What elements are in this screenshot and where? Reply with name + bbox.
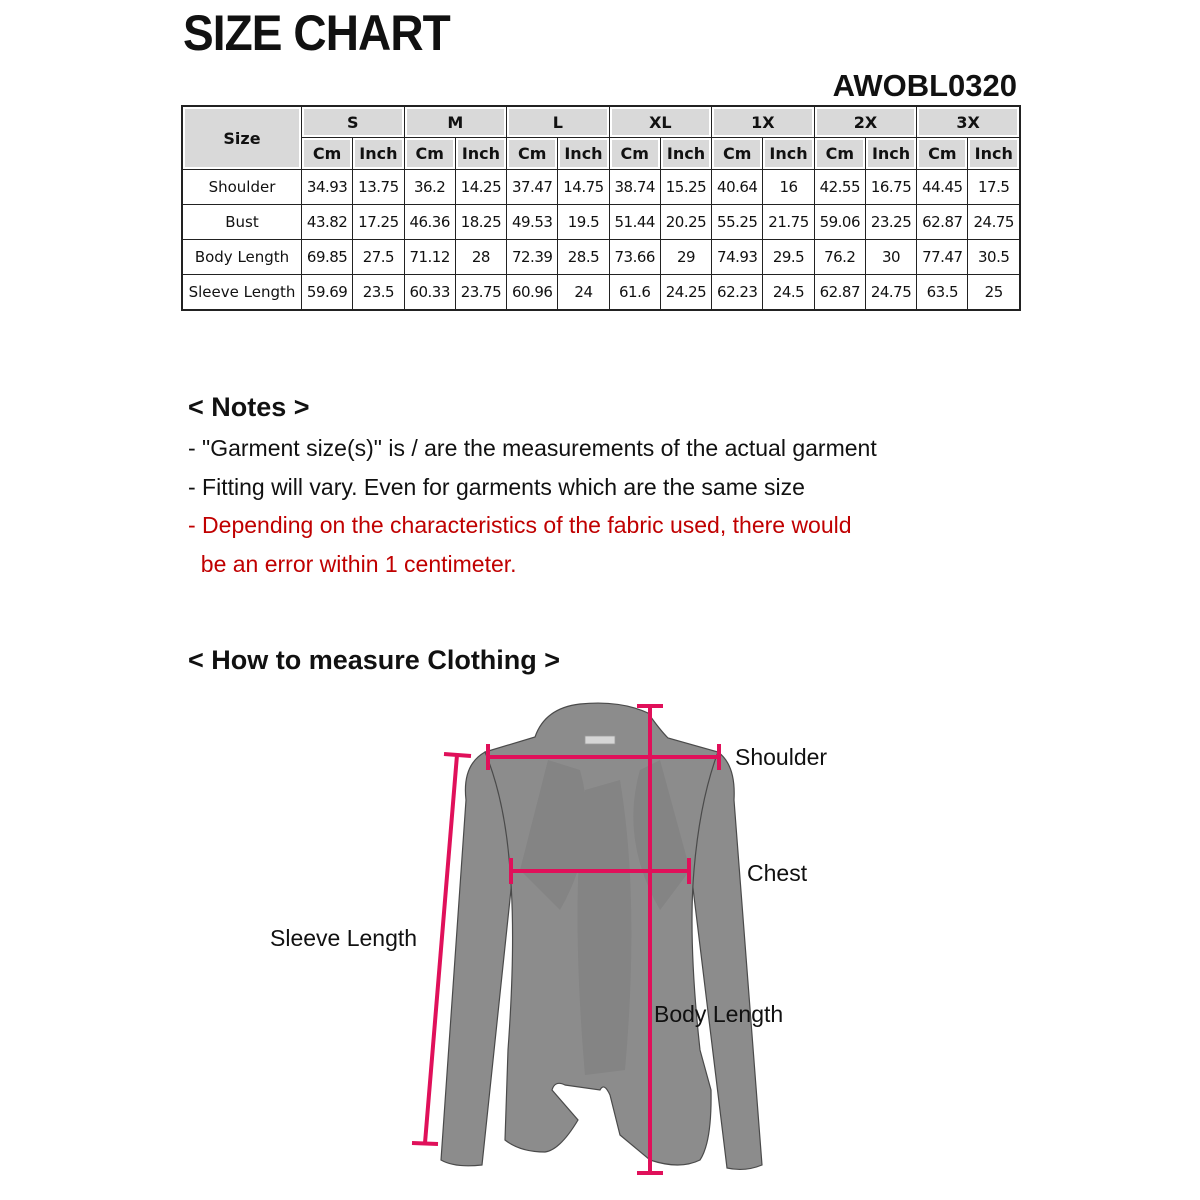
measurement-value: 28 xyxy=(455,240,506,275)
measurement-value: 63.5 xyxy=(917,275,968,311)
measurement-label: Sleeve Length xyxy=(182,275,302,311)
product-code: AWOBL0320 xyxy=(832,68,1017,103)
measurement-value: 18.25 xyxy=(455,205,506,240)
measurement-value: 13.75 xyxy=(353,170,404,205)
measurement-value: 59.06 xyxy=(814,205,865,240)
size-col-s: S xyxy=(302,106,405,138)
measurement-value: 46.36 xyxy=(404,205,455,240)
label-chest: Chest xyxy=(747,860,808,886)
measurement-value: 49.53 xyxy=(507,205,558,240)
size-col-xl: XL xyxy=(609,106,712,138)
measurement-value: 30.5 xyxy=(968,240,1020,275)
label-sleeve-length: Sleeve Length xyxy=(270,925,418,951)
measurement-value: 59.69 xyxy=(302,275,353,311)
size-col-l: L xyxy=(507,106,610,138)
measurement-value: 34.93 xyxy=(302,170,353,205)
note-item: - "Garment size(s)" is / are the measurements of the actual garment xyxy=(188,435,877,461)
measurement-value: 27.5 xyxy=(353,240,404,275)
measurement-value: 17.5 xyxy=(968,170,1020,205)
measurement-value: 15.25 xyxy=(660,170,711,205)
measurement-value: 23.25 xyxy=(865,205,916,240)
page-title: SIZE CHART xyxy=(183,5,450,61)
measurement-value: 29.5 xyxy=(763,240,814,275)
measurement-value: 24.25 xyxy=(660,275,711,311)
measurement-value: 73.66 xyxy=(609,240,660,275)
unit-inch: Inch xyxy=(660,138,711,170)
unit-cm: Cm xyxy=(814,138,865,170)
unit-cm: Cm xyxy=(404,138,455,170)
measurement-value: 62.23 xyxy=(712,275,763,311)
unit-cm: Cm xyxy=(507,138,558,170)
measurement-value: 77.47 xyxy=(917,240,968,275)
unit-cm: Cm xyxy=(712,138,763,170)
measurement-value: 71.12 xyxy=(404,240,455,275)
measurement-value: 43.82 xyxy=(302,205,353,240)
measurement-value: 29 xyxy=(660,240,711,275)
measurement-value: 61.6 xyxy=(609,275,660,311)
measurement-value: 20.25 xyxy=(660,205,711,240)
unit-inch: Inch xyxy=(558,138,609,170)
size-header: Size xyxy=(182,106,302,170)
label-body-length: Body Length xyxy=(654,1001,784,1027)
measurement-label: Body Length xyxy=(182,240,302,275)
measurement-value: 30 xyxy=(865,240,916,275)
measurement-value: 16 xyxy=(763,170,814,205)
size-col-1x: 1X xyxy=(712,106,815,138)
measurement-value: 23.75 xyxy=(455,275,506,311)
measurement-value: 28.5 xyxy=(558,240,609,275)
measurement-value: 21.75 xyxy=(763,205,814,240)
measurement-value: 40.64 xyxy=(712,170,763,205)
measurement-value: 23.5 xyxy=(353,275,404,311)
measurement-value: 69.85 xyxy=(302,240,353,275)
label-shoulder: Shoulder xyxy=(735,744,828,770)
measurement-value: 25 xyxy=(968,275,1020,311)
unit-inch: Inch xyxy=(865,138,916,170)
measurement-value: 72.39 xyxy=(507,240,558,275)
unit-inch: Inch xyxy=(968,138,1020,170)
unit-inch: Inch xyxy=(353,138,404,170)
measurement-value: 24.5 xyxy=(763,275,814,311)
measurement-value: 55.25 xyxy=(712,205,763,240)
measurement-value: 38.74 xyxy=(609,170,660,205)
measurement-value: 24 xyxy=(558,275,609,311)
unit-cm: Cm xyxy=(917,138,968,170)
unit-inch: Inch xyxy=(455,138,506,170)
size-col-3x: 3X xyxy=(917,106,1020,138)
measurement-value: 44.45 xyxy=(917,170,968,205)
size-col-2x: 2X xyxy=(814,106,917,138)
jacket-tag xyxy=(585,736,615,744)
unit-cm: Cm xyxy=(609,138,660,170)
measurement-value: 51.44 xyxy=(609,205,660,240)
unit-cm: Cm xyxy=(302,138,353,170)
note-item-highlight: - Depending on the characteristics of the fabric used, there would xyxy=(188,512,852,538)
note-item-highlight: be an error within 1 centimeter. xyxy=(188,551,517,577)
size-col-m: M xyxy=(404,106,507,138)
measurement-value: 14.25 xyxy=(455,170,506,205)
measurement-value: 62.87 xyxy=(917,205,968,240)
how-to-measure-title: < How to measure Clothing > xyxy=(188,645,561,675)
measurement-value: 36.2 xyxy=(404,170,455,205)
note-item: - Fitting will vary. Even for garments which are the same size xyxy=(188,474,805,500)
measurement-value: 16.75 xyxy=(865,170,916,205)
measurement-value: 74.93 xyxy=(712,240,763,275)
measurement-value: 17.25 xyxy=(353,205,404,240)
measurement-value: 60.96 xyxy=(507,275,558,311)
measurement-value: 76.2 xyxy=(814,240,865,275)
measurement-value: 62.87 xyxy=(814,275,865,311)
measurement-value: 24.75 xyxy=(968,205,1020,240)
notes-title: < Notes > xyxy=(188,392,310,422)
measurement-value: 24.75 xyxy=(865,275,916,311)
measurement-value: 19.5 xyxy=(558,205,609,240)
measurement-value: 42.55 xyxy=(814,170,865,205)
measurement-value: 14.75 xyxy=(558,170,609,205)
unit-inch: Inch xyxy=(763,138,814,170)
measurement-label: Shoulder xyxy=(182,170,302,205)
measurement-value: 60.33 xyxy=(404,275,455,311)
measurement-value: 37.47 xyxy=(507,170,558,205)
measurement-label: Bust xyxy=(182,205,302,240)
